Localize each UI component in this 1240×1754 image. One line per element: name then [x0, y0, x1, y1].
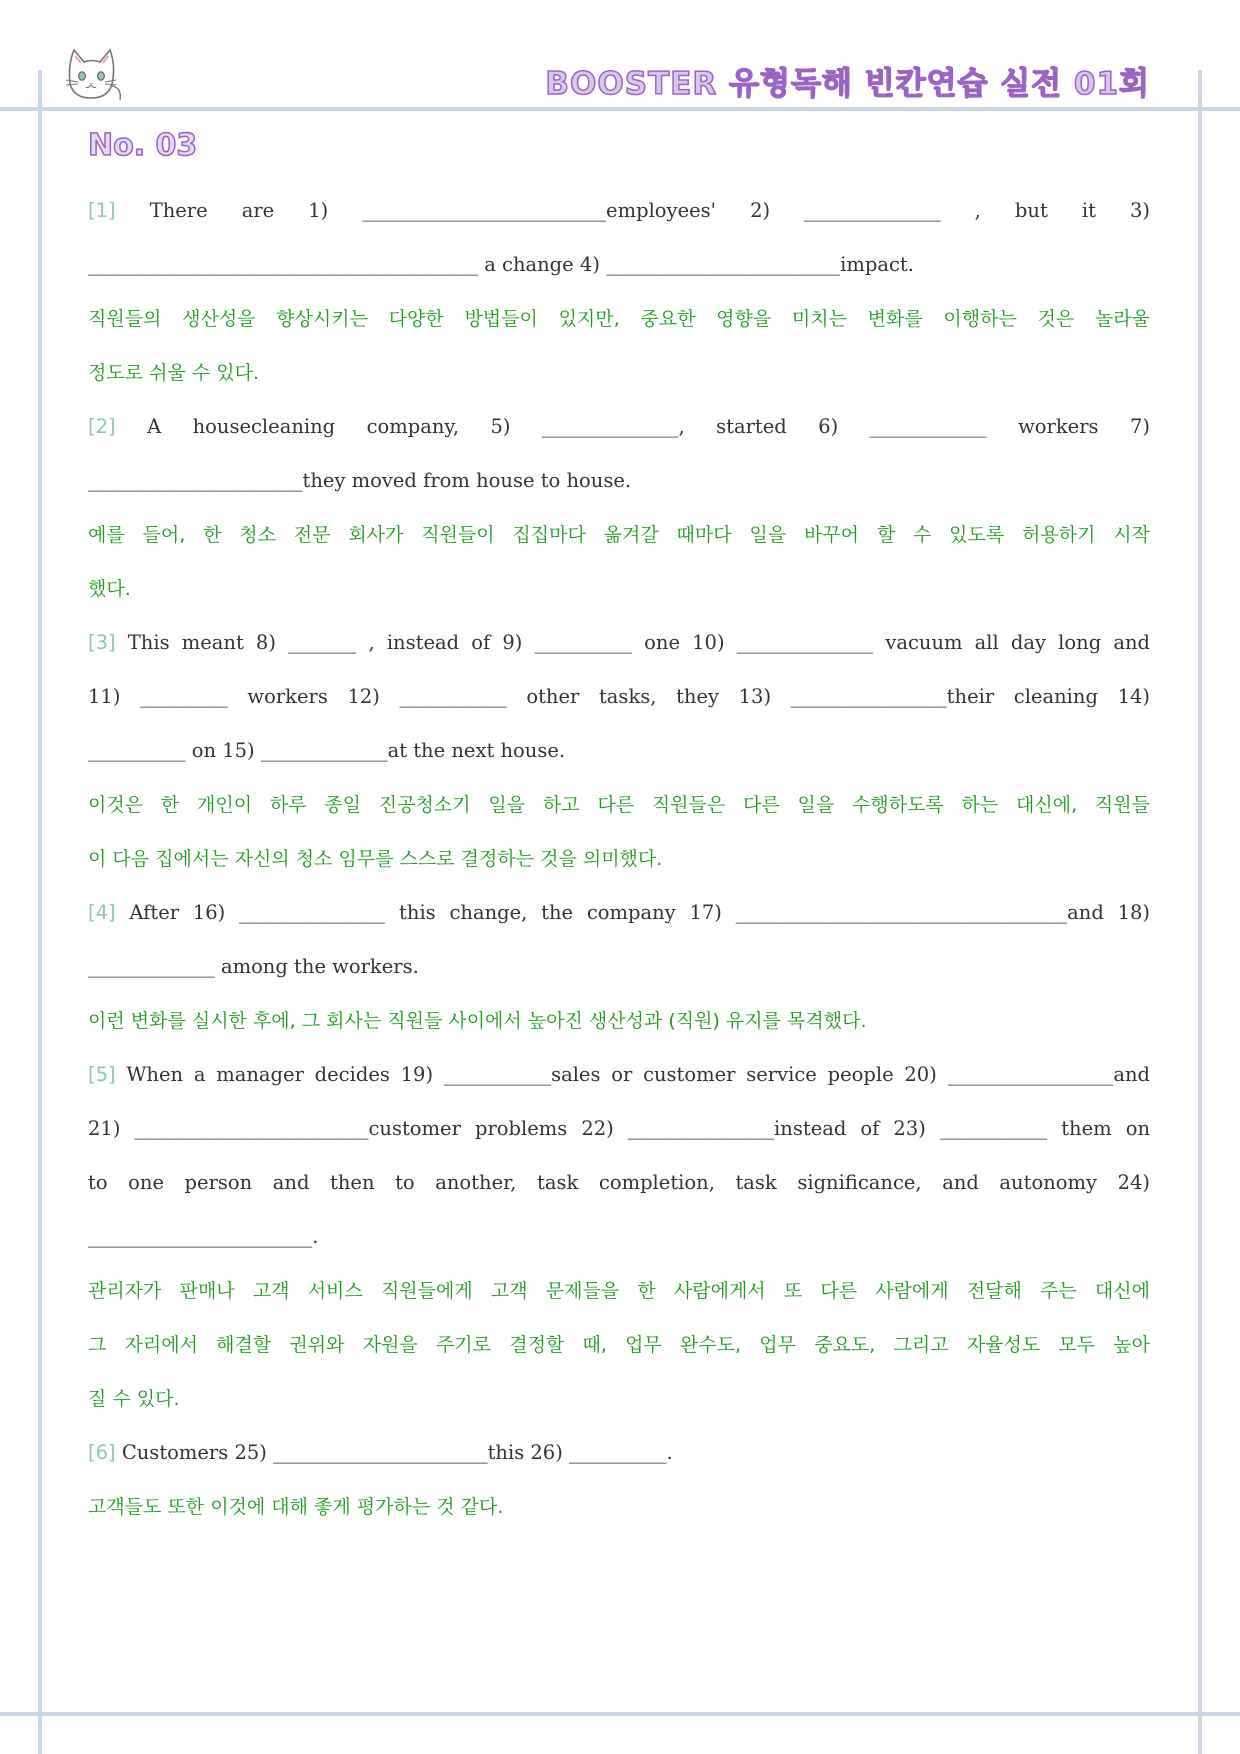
cat-icon: [60, 44, 124, 104]
line-text: 이 다음 집에서는 자신의 청소 임무를 스스로 결정하는 것을 의미했다.: [88, 848, 663, 870]
line-text: This meant 8) _______ , instead of 9) __________ one 10) ______________ vacuum all day long and: [127, 631, 1150, 654]
frame-left-line: [38, 70, 42, 1754]
line-text: 이것은 한 개인이 하루 종일 진공청소기 일을 하고 다른 직원들은 다른 일을 수행하도록 하는 대신에, 직원들: [88, 794, 1150, 816]
line-text: ________________________________________ a change 4) ________________________impact.: [88, 253, 914, 276]
line-text: Customers 25) ______________________this 26) __________.: [121, 1441, 673, 1464]
line-text: There are 1) _________________________employees' 2) ______________ , but it 3): [149, 199, 1150, 222]
translation-line: [88, 1264, 1150, 1318]
paragraph-marker: [4]: [88, 901, 116, 924]
frame-right-line: [1198, 70, 1202, 1754]
paragraph-marker: [5]: [88, 1063, 116, 1086]
frame-bottom-line: [0, 1712, 1240, 1716]
paragraph-marker: [3]: [88, 631, 116, 654]
passage-line: [88, 1048, 1150, 1102]
translation-line: [88, 508, 1150, 562]
translation-line: [88, 994, 1150, 1048]
passage-line: [88, 184, 1150, 238]
line-text: _______________________.: [88, 1225, 319, 1248]
passage-line: [88, 1210, 1150, 1264]
line-text: to one person and then to another, task completion, task significance, and autonomy 24): [88, 1171, 1150, 1194]
line-text: 관리자가 판매나 고객 서비스 직원들에게 고객 문제들을 한 사람에게서 또 다른 사람에게 전달해 주는 대신에: [88, 1280, 1150, 1302]
paragraph-marker: [6]: [88, 1441, 116, 1464]
line-text: 21) ________________________customer problems 22) _______________instead of 23) ___________ them on: [88, 1117, 1150, 1140]
line-text: 그 자리에서 해결할 권위와 자원을 주기로 결정할 때, 업무 완수도, 업무 중요도, 그리고 자율성도 모두 높아: [88, 1334, 1150, 1356]
line-text: ______________________they moved from house to house.: [88, 469, 632, 492]
translation-line: [88, 1480, 1150, 1534]
paragraph-marker: [1]: [88, 199, 116, 222]
passage-line: [88, 1156, 1150, 1210]
line-text: _____________ among the workers.: [88, 955, 419, 978]
passage-line: [88, 1102, 1150, 1156]
translation-line: [88, 1318, 1150, 1372]
line-text: __________ on 15) _____________at the next house.: [88, 739, 566, 762]
translation-line: [88, 778, 1150, 832]
header-title: BOOSTER 유형독해 빈칸연습 실전 01회: [545, 66, 1150, 102]
worksheet-content: [88, 184, 1150, 1534]
passage-line: [88, 1426, 1150, 1480]
line-text: 이런 변화를 실시한 후에, 그 회사는 직원들 사이에서 높아진 생산성과 (직원) 유지를 목격했다.: [88, 1010, 867, 1032]
line-text: After 16) _______________ this change, the company 17) __________________________________and 18): [129, 901, 1150, 924]
translation-line: [88, 1372, 1150, 1426]
line-text: 고객들도 또한 이것에 대해 좋게 평가하는 것 같다.: [88, 1496, 504, 1518]
translation-line: [88, 292, 1150, 346]
translation-line: [88, 346, 1150, 400]
passage-line: [88, 886, 1150, 940]
page-number-title: No. 03: [88, 128, 198, 163]
line-text: 11) _________ workers 12) ___________ other tasks, they 13) ________________their cleaning 14): [88, 685, 1150, 708]
passage-line: [88, 724, 1150, 778]
line-text: A housecleaning company, 5) ______________, started 6) ____________ workers 7): [147, 415, 1150, 438]
passage-line: [88, 454, 1150, 508]
passage-line: [88, 940, 1150, 994]
line-text: 했다.: [88, 578, 131, 600]
passage-line: [88, 400, 1150, 454]
translation-line: [88, 832, 1150, 886]
line-text: 직원들의 생산성을 향상시키는 다양한 방법들이 있지만, 중요한 영향을 미치는 변화를 이행하는 것은 놀라울: [88, 308, 1150, 330]
paragraph-marker: [2]: [88, 415, 116, 438]
line-text: When a manager decides 19) ___________sales or customer service people 20) _________________and: [126, 1063, 1150, 1086]
line-text: 질 수 있다.: [88, 1388, 180, 1410]
passage-line: [88, 616, 1150, 670]
line-text: 예를 들어, 한 청소 전문 회사가 직원들이 집집마다 옮겨갈 때마다 일을 바꾸어 할 수 있도록 허용하기 시작: [88, 524, 1150, 546]
frame-top-line: [0, 107, 1240, 111]
line-text: 정도로 쉬울 수 있다.: [88, 362, 259, 384]
translation-line: [88, 562, 1150, 616]
passage-line: [88, 670, 1150, 724]
passage-line: [88, 238, 1150, 292]
